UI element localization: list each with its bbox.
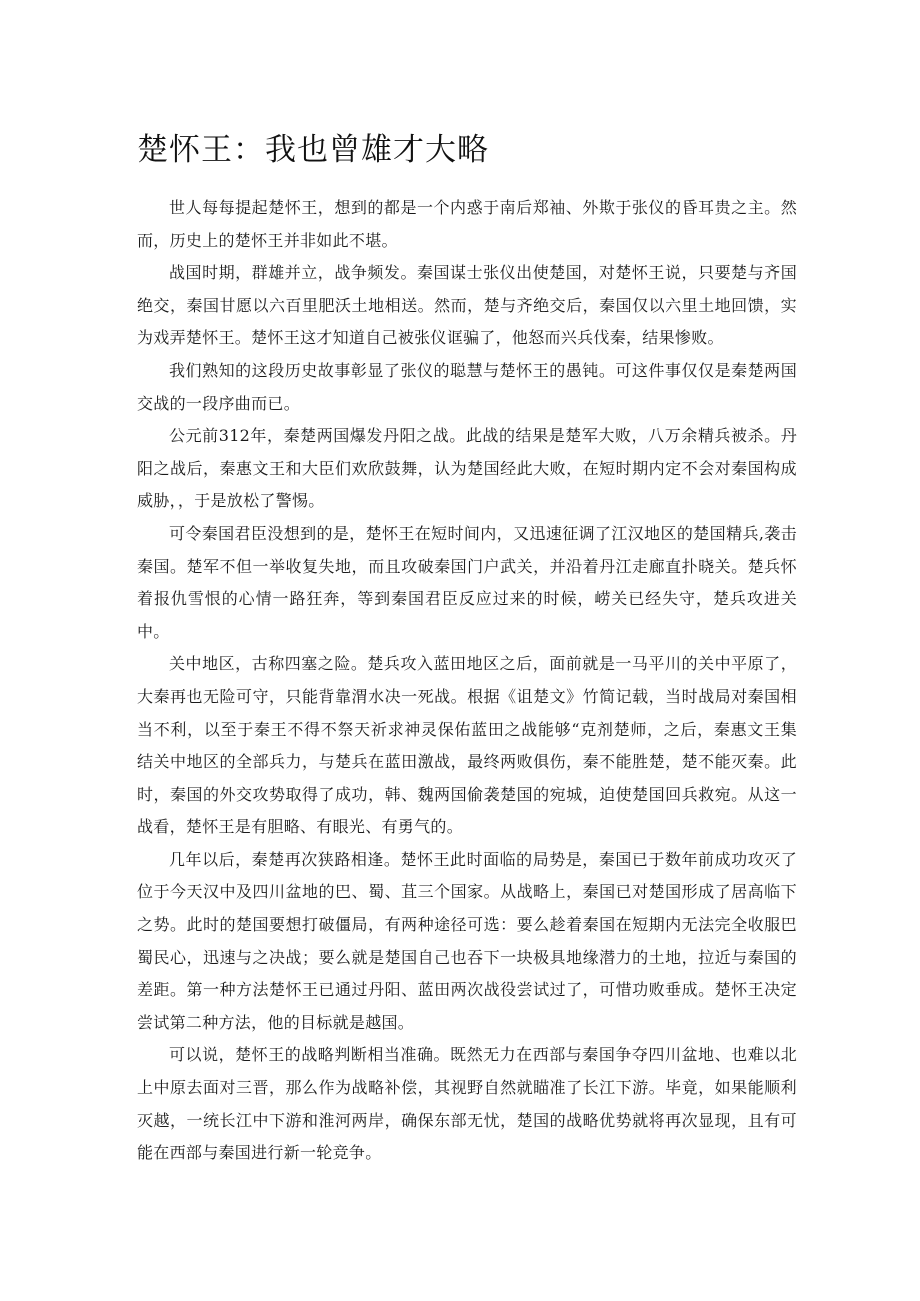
paragraph: 我们熟知的这段历史故事彰显了张仪的聪慧与楚怀王的愚钝。可这件事仅仅是秦楚两国交战的一段序曲而已。: [137, 360, 797, 413]
paragraph: 关中地区，古称四塞之险。楚兵攻入蓝田地区之后，面前就是一马平川的关中平原了，大秦再也无险可守，只能背靠渭水决一死战。根据《诅楚文》竹简记载，当时战局对秦国相当不利，以至于秦王不得不祭天祈求神灵保佑蓝田之战能够“克剂楚师，之后，秦惠文王集结关中地区的全部兵力，与楚兵在蓝田激战，最终两败俱伤，秦不能胜楚，楚不能灭秦。此时，秦国的外交攻势取得了成功，韩、魏两国偷袭楚国的宛城，迫使楚国回兵救宛。从这一战看，楚怀王是有胆略、有眼光、有勇气的。: [137, 654, 797, 837]
paragraph: 公元前312年，秦楚两国爆发丹阳之战。此战的结果是楚军大败，八万余精兵被杀。丹阳之战后，秦惠文王和大臣们欢欣鼓舞，认为楚国经此大败，在短时期内定不会对秦国构成威胁，，于是放松了警惕。: [137, 426, 797, 511]
paragraph: 战国时期，群雄并立，战争频发。秦国谋士张仪出使楚国，对楚怀王说，只要楚与齐国绝交，秦国甘愿以六百里肥沃土地相送。然而，楚与齐绝交后，秦国仅以六里土地回馈，实为戏弄楚怀王。楚怀王这才知道自己被张仪诓骗了，他怒而兴兵伐秦，结果惨败。: [137, 263, 797, 348]
paragraph: 世人每每提起楚怀王，想到的都是一个内惑于南后郑袖、外欺于张仪的昏耳贵之主。然而，历史上的楚怀王并非如此不堪。: [137, 198, 797, 250]
paragraph: 可以说，楚怀王的战略判断相当准确。既然无力在西部与秦国争夺四川盆地、也难以北上中原去面对三晋，那么作为战略补偿，其视野自然就瞄准了长江下游。毕竟，如果能顺利灭越，一统长江中下游和淮河两岸，确保东部无忧，楚国的战略优势就将再次显现，且有可能在西部与秦国进行新一轮竞争。: [137, 1045, 797, 1163]
article-title: 楚怀王：我也曾雄才大略: [137, 132, 489, 168]
paragraph: 几年以后，秦楚再次狭路相逢。楚怀王此时面临的局势是，秦国已于数年前成功攻灭了位于今天汉中及四川盆地的巴、蜀、苴三个国家。从战略上，秦国已对楚国形成了居高临下之势。此时的楚国要想打破僵局，有两种途径可选：要么趁着秦国在短期内无法完全收服巴蜀民心，迅速与之决战；要么就是楚国自己也吞下一块极具地缘潜力的土地，拉近与秦国的差距。第一种方法楚怀王已通过丹阳、蓝田两次战役尝试过了，可惜功败垂成。楚怀王决定尝试第二种方法，他的目标就是越国。: [137, 849, 797, 1032]
paragraph: 可令秦国君臣没想到的是，楚怀王在短时间内，又迅速征调了江汉地区的楚国精兵,袭击秦国。楚军不但一举收复失地，而且攻破秦国门户武关，并沿着丹江走廊直扑晓关。楚兵怀着报仇雪恨的心情一路狂奔，等到秦国君臣反应过来的时候，崂关已经失守，楚兵攻进关中。: [137, 523, 797, 641]
document-page: [137, 128, 797, 1170]
